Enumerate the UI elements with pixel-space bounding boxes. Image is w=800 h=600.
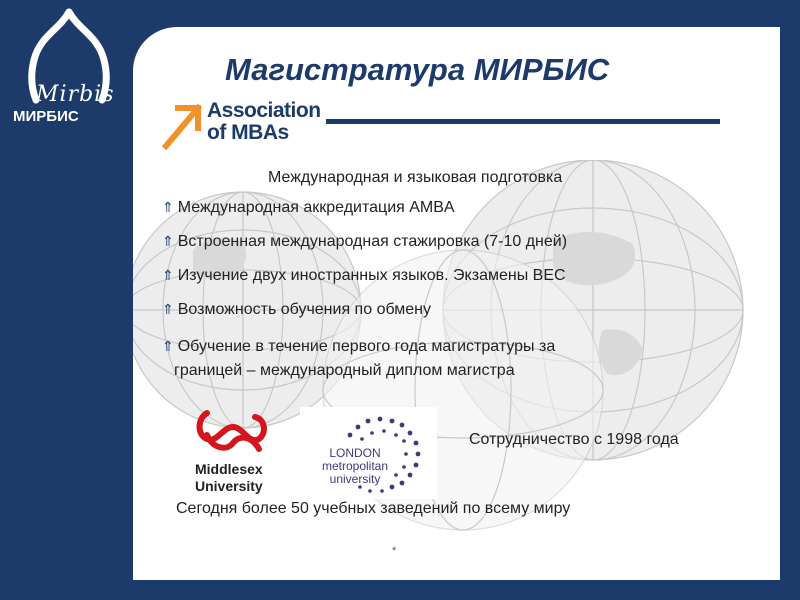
page-number: 6 bbox=[780, 562, 788, 577]
bullet-arrow-icon: ⇑ bbox=[162, 233, 174, 249]
bullet-arrow-icon: ⇑ bbox=[162, 301, 174, 317]
amba-logo-text bbox=[207, 100, 321, 144]
middlesex-line2: University bbox=[195, 478, 263, 494]
list-item bbox=[162, 198, 567, 217]
mirbis-logo-name: МИРБИС bbox=[13, 108, 79, 125]
lmu-line1: LONDON bbox=[329, 446, 381, 460]
list-item-text: Изучение двух иностранных языков. Экзамены BEC bbox=[177, 267, 566, 284]
list-item-text: Обучение в течение первого года магистратуры за bbox=[177, 338, 556, 355]
cooperation-since-text: Сотрудничество с 1998 года bbox=[469, 431, 679, 448]
london-metropolitan-university-name bbox=[305, 447, 405, 486]
title-divider bbox=[326, 119, 720, 124]
mirbis-logo-script: Mirbis bbox=[36, 82, 115, 107]
slide-title: Магистратура МИРБИС bbox=[225, 52, 610, 87]
right-edge-strip bbox=[780, 27, 800, 600]
amba-logo-line1: Association bbox=[207, 99, 321, 122]
list-item bbox=[162, 232, 567, 251]
bullet-arrow-icon: ⇑ bbox=[162, 267, 174, 283]
footer-star: * bbox=[392, 545, 397, 557]
middlesex-line1: Middlesex bbox=[195, 461, 263, 477]
middlesex-knot-icon bbox=[200, 413, 264, 449]
middlesex-university-name bbox=[195, 461, 263, 495]
list-item bbox=[162, 266, 567, 285]
feature-list bbox=[162, 198, 567, 398]
list-item bbox=[162, 300, 567, 319]
lmu-line2: metropolitan bbox=[321, 459, 389, 473]
list-item-text: Международная аккредитация AMBA bbox=[177, 199, 455, 216]
bullet-arrow-icon: ⇑ bbox=[162, 199, 174, 215]
amba-arrow-icon bbox=[166, 108, 198, 146]
section-subtitle: Международная и языковая подготовка bbox=[268, 169, 563, 186]
lmu-line3: university bbox=[329, 472, 381, 486]
list-item-text: Возможность обучения по обмену bbox=[177, 301, 432, 318]
amba-logo-line2: of MBAs bbox=[207, 121, 289, 144]
list-item-text: Встроенная международная стажировка (7-10 дней) bbox=[177, 233, 568, 250]
partner-count-text: Сегодня более 50 учебных заведений по всему миру bbox=[176, 500, 571, 517]
top-bar bbox=[133, 0, 800, 27]
bullet-arrow-icon: ⇑ bbox=[162, 338, 174, 354]
list-item bbox=[162, 334, 567, 383]
list-item-text-continued: границей – международный диплом магистра bbox=[174, 362, 515, 379]
